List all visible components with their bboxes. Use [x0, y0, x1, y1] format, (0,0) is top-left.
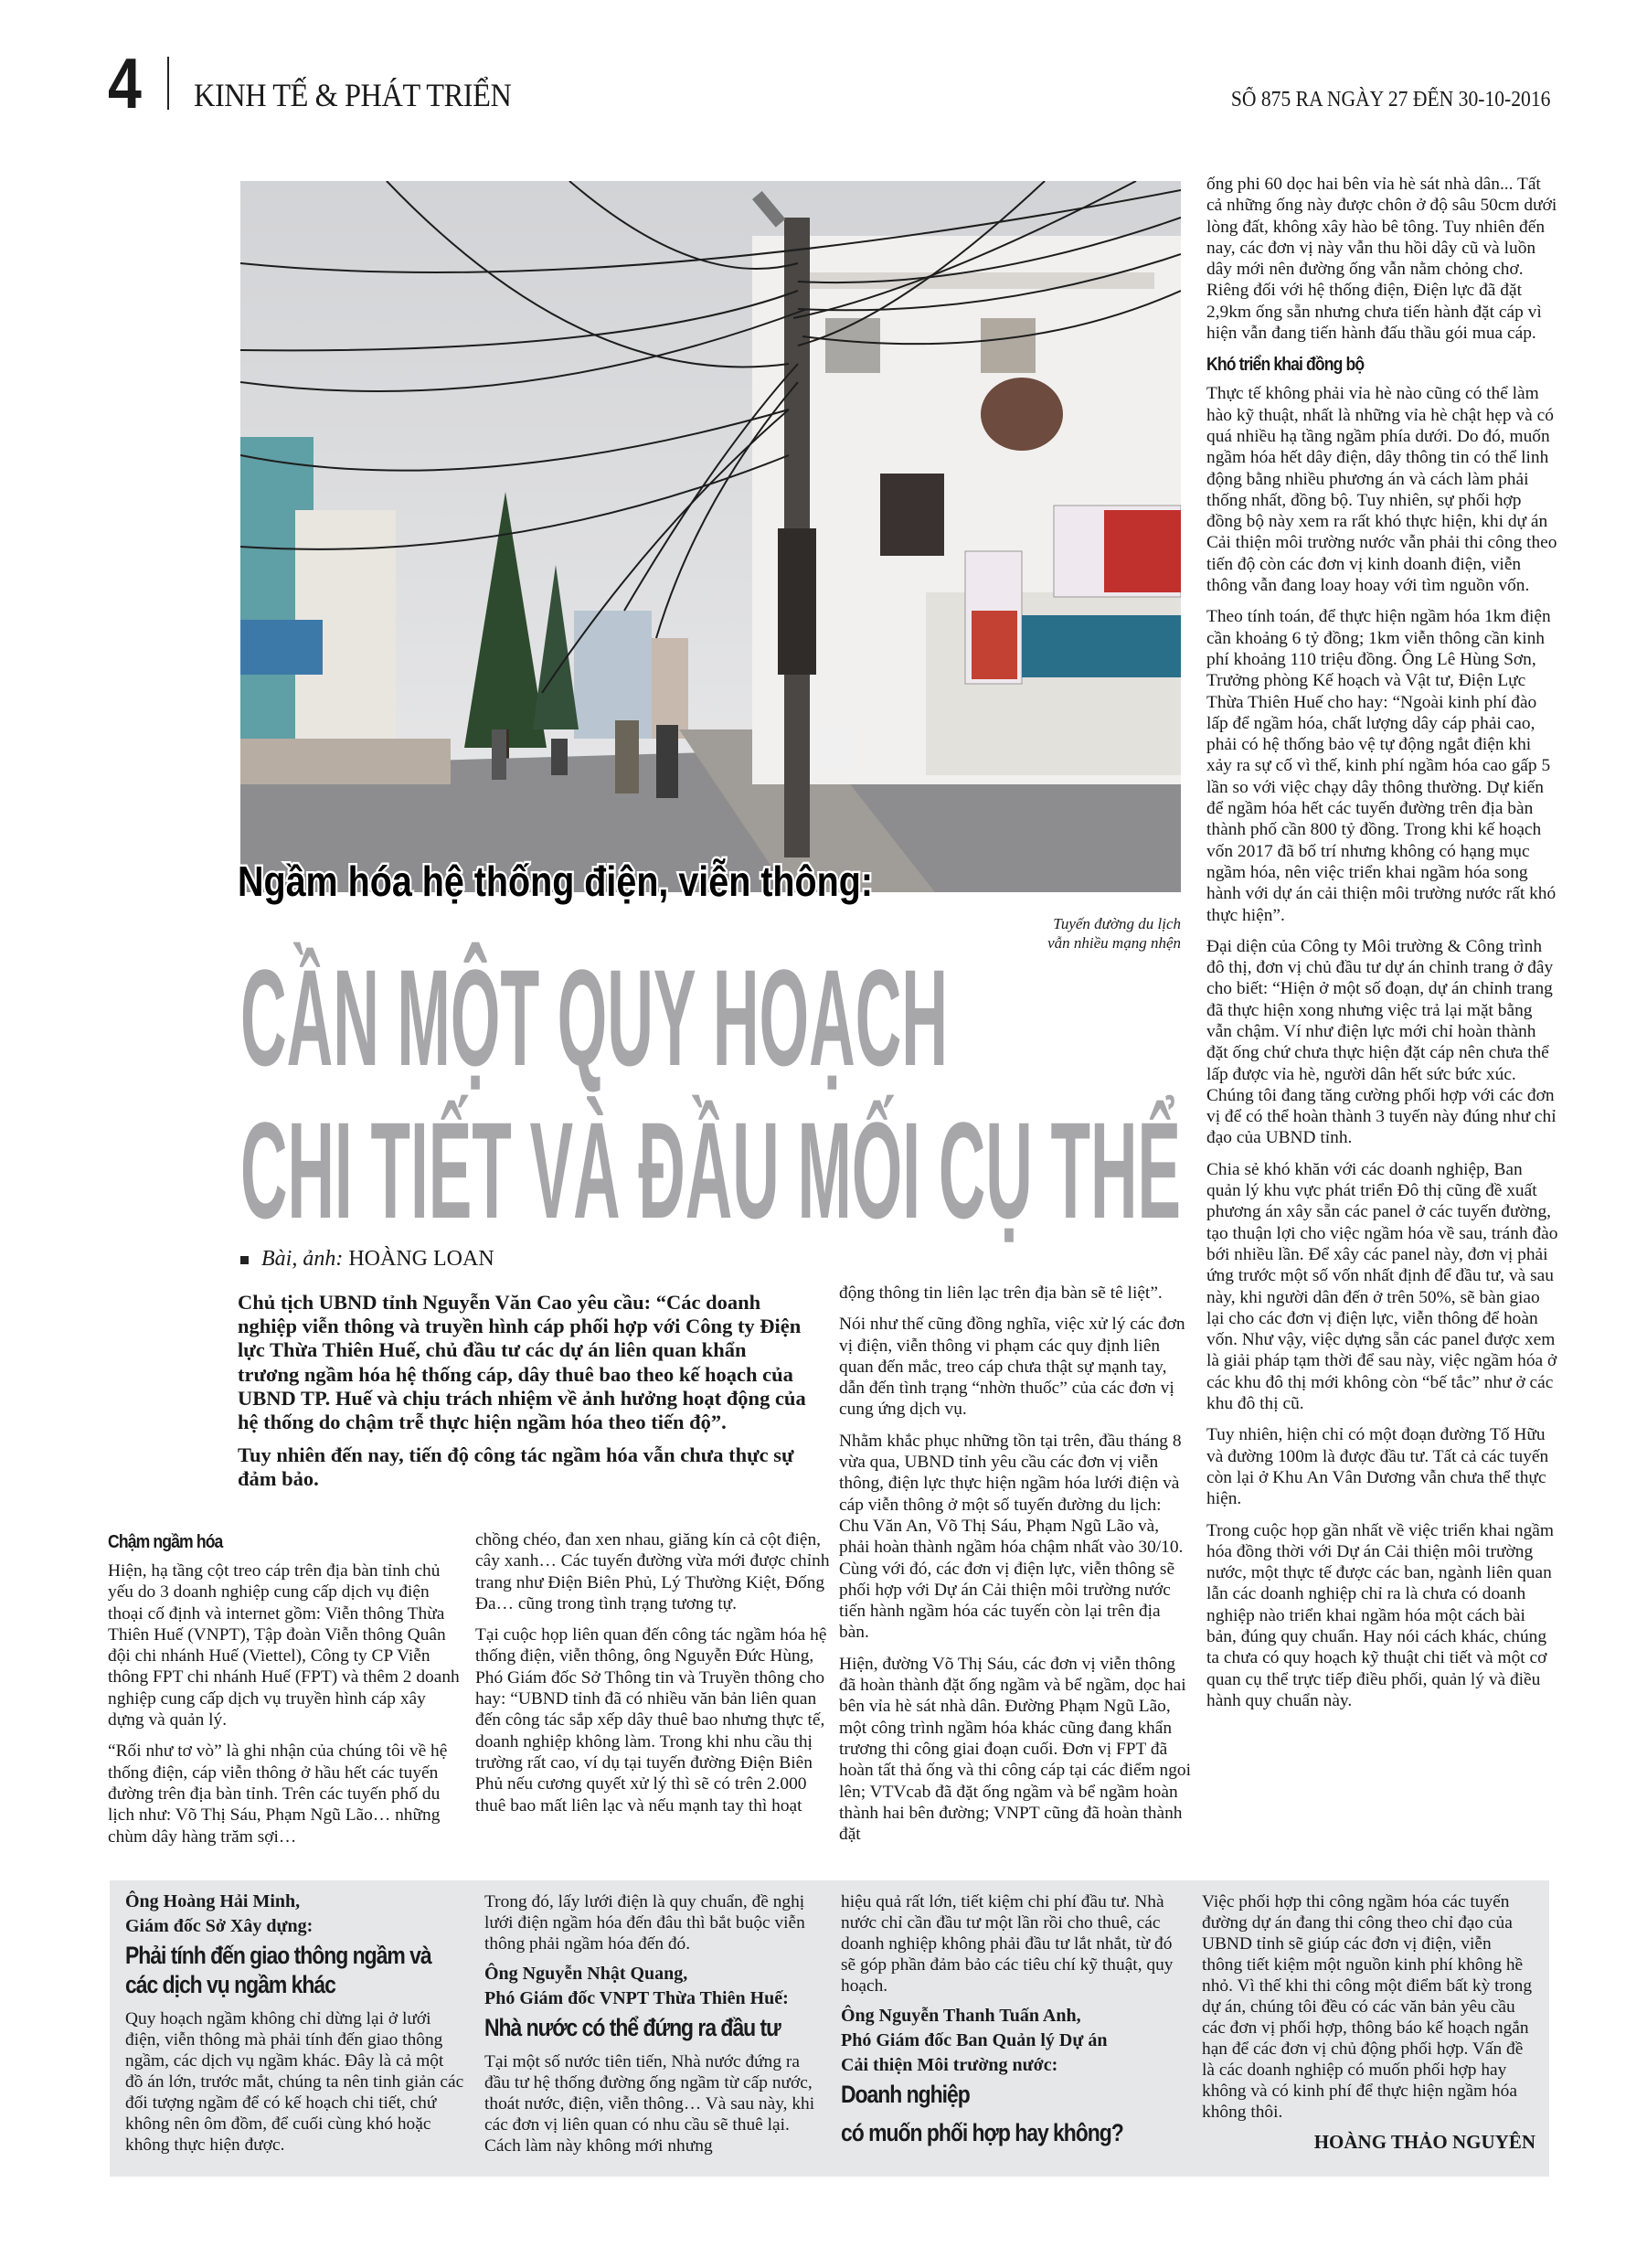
pull-quote-heading: Nhà nước có thể đứng ra đầu tư — [484, 2014, 781, 2041]
page-number: 4 — [108, 43, 142, 123]
paragraph: Quy hoạch ngầm không chỉ dừng lại ở lưới điện, viễn thông mà phải tính đến giao thông ngầm, các dịch vụ ngầm khác. Đây là cả một đồ án lớn, trước mắt, chúng ta nên tinh giản các đối tượng ngầm để có kế hoạch chi tiết, chứ không nên ôm đồm, để cuối cùng khó hoặc không thực hiện được. — [125, 2009, 464, 2155]
pull-quote-heading: Doanh nghiệp — [841, 2081, 970, 2108]
article-column-2 — [475, 1529, 830, 1826]
byline — [240, 1246, 494, 1272]
paragraph: Trong cuộc họp gần nhất về việc triển khai ngầm hóa đồng thời với Dự án Cải thiện môi trường nước, một thực tế được các ban, ngành liên quan lẫn các doanh nghiệp chỉ ra là chưa có doanh nghiệp nào triển khai ngầm hóa một cách bài bản, đúng quy chuẩn. Hay nói cách khác, chúng ta chưa có quy hoạch kỹ thuật chi tiết và một cơ quan cụ thể trực tiếp điều phối, quản lý và điều hành quy chuẩn này. — [1206, 1520, 1555, 1710]
paragraph: Thực tế không phải vỉa hè nào cũng có thể làm hào kỹ thuật, nhất là những vỉa hè chật hẹp và có quá nhiều hạ tầng ngầm phía dưới. Do đó, muốn ngầm hóa hết dây điện, dây thông tin có thể linh động bằng nhiều phương án và cách làm phải thống nhất, đồng bộ. Tuy nhiên, sự phối hợp đồng bộ này xem ra rất khó thực hiện, khi dự án Cải thiện môi trường nước vẫn phải thi công theo tiến độ còn các đơn vị kinh doanh điện, viễn thông vẫn đang loay hoay với tìm nguồn vốn. — [1206, 384, 1557, 596]
speaker-name: Ông Nguyễn Thanh Tuấn Anh, — [841, 2006, 1081, 2026]
byline-author: HOÀNG LOAN — [348, 1247, 494, 1271]
lead-paragraph: Tuy nhiên đến nay, tiến độ công tác ngầm hóa vẫn chưa thực sự đảm bảo. — [238, 1443, 794, 1491]
paragraph: Trong đó, lấy lưới điện là quy chuẩn, đề nghị lưới điện ngầm hóa đến đâu thì bắt buộc viễn thông phải ngầm hóa đến đó. — [484, 1892, 805, 1954]
expert-opinions-box — [110, 1880, 1549, 2177]
subheading: Khó triển khai đồng bộ — [1206, 355, 1365, 376]
lead-paragraph: Chủ tịch UBND tỉnh Nguyễn Văn Cao yêu cầu: “Các doanh nghiệp viễn thông và truyền hình cáp phối hợp với Công ty Điện lực Thừa Thiên Huế, chủ đầu tư các dự án liên quan khẩn trương ngầm hóa hệ thống cáp, dây thuê bao theo kế hoạch của UBND TP. Huế và chịu trách nhiệm về ảnh hưởng hoạt động của hệ thống do chậm trễ thực hiện ngầm hóa theo tiến độ”. — [238, 1291, 806, 1434]
caption-line: Tuyến đường du lịch — [1053, 915, 1181, 932]
headline-line-1: CẦN MỘT QUY HOẠCH — [240, 941, 948, 1094]
opinion-column-2 — [484, 1891, 827, 2166]
paragraph: chồng chéo, đan xen nhau, giăng kín cả cột điện, cây xanh… Các tuyến đường vừa mới được chỉnh trang như Điện Biên Phủ, Lý Thường Kiệt, Đống Đa… cũng trong tình trạng tương tự. — [475, 1530, 830, 1613]
paragraph: Nhằm khắc phục những tồn tại trên, đầu tháng 8 vừa qua, UBND tỉnh yêu cầu các đơn vị viễn thông, điện lực thực hiện ngầm hóa lưới điện và cáp viễn thông ở một số tuyến đường du lịch: Chu Văn An, Võ Thị Sáu, Phạm Ngũ Lão và, phải hoàn thành ngầm hóa chậm nhất vào 30/10. Cùng với đó, các đơn vị điện lực, viễn thông sẽ phối hợp với Dự án Cải thiện môi trường nước tiến hành ngầm hóa các tuyến còn lại trên địa bàn. — [839, 1431, 1184, 1643]
paragraph: hiệu quả rất lớn, tiết kiệm chi phí đầu tư. Nhà nước chỉ cần đầu tư một lần rồi cho thuê, các doanh nghiệp không phải đầu tư lắt nhắt, từ đó sẽ góp phần đảm bảo các tiêu chí kỹ thuật, quy hoạch. — [841, 1892, 1174, 1996]
headline-line-2: CHI TIẾT VÀ ĐẦU MỐI CỤ THỂ — [240, 1093, 1181, 1243]
paragraph: Nói như thế cũng đồng nghĩa, việc xử lý các đơn vị điện, viễn thông vi phạm các quy định liên quan đến mắc, treo cáp chưa thật sự mạnh tay, dẫn đến tình trạng “nhờn thuốc” của các đơn vị cung ứng dịch vụ. — [839, 1315, 1185, 1420]
opinion-column-3 — [841, 1891, 1184, 2156]
speaker-name: Giám đốc Sở Xây dựng: — [125, 1916, 313, 1936]
section-title: KINH TẾ & PHÁT TRIỂN — [194, 77, 512, 113]
paragraph: Hiện, hạ tầng cột treo cáp trên địa bàn tỉnh chủ yếu do 3 doanh nghiệp cung cấp dịch vụ điện thoại cố định và internet gồm: Viễn thông Thừa Thiên Huế (VNPT), Tập đoàn Viễn thông Quân đội chi nhánh Huế (Viettel), Công ty CP Viễn thông FPT chi nhánh Huế (FPT) và thêm 2 doanh nghiệp cung cấp dịch vụ truyền hình cáp xây dựng và quản lý. — [108, 1561, 460, 1730]
pull-quote-heading: Phải tính đến giao thông ngầm và các dịch vụ ngầm khác — [125, 1942, 431, 1998]
opinion-column-4 — [1202, 1891, 1535, 2153]
paragraph: Tuy nhiên, hiện chỉ có một đoạn đường Tố Hữu và đường 100m là được đầu tư. Tất cả các tuyến còn lại ở Khu An Vân Dương vẫn chưa thể thực hiện. — [1206, 1425, 1549, 1509]
headline — [236, 914, 1186, 1243]
paragraph: ống phi 60 dọc hai bên vỉa hè sát nhà dân... Tất cả những ống này được chôn ở độ sâu 50cm dưới lòng đất, không xây hào bê tông. Tuy nhiên đến nay, các đơn vị này vẫn thu hồi dây cũ và luồn dây mới nên đường ống vẫn nằm chỏng chơ. Riêng đối với hệ thống điện, Điện lực đã đặt 2,9km ống sẵn nhưng chưa tiến hành đặt cáp vì hiện vẫn đang tiến hành đấu thầu gói mua cáp. — [1206, 175, 1557, 344]
paragraph: động thông tin liên lạc trên địa bàn sẽ tê liệt”. — [839, 1283, 1163, 1303]
speaker-name: Ông Hoàng Hải Minh, — [125, 1891, 301, 1911]
paragraph: Theo tính toán, để thực hiện ngầm hóa 1km điện cần khoảng 6 tỷ đồng; 1km viễn thông cần kinh phí khoảng 110 triệu đồng. Ông Lê Hùng Sơn, Trưởng phòng Kế hoạch và Vật tư, Điện Lực Thừa Thiên Huế cho hay: “Ngoài kinh phí đào lấp để ngầm hóa, chất lượng dây cáp phải cao, phải có hệ thống bảo vệ tự động ngắt điện khi xảy ra sự cố vì thế, kinh phí ngầm hóa cao gấp 5 lần so với việc chạy dây thông thường. Dự kiến để ngầm hóa hết các tuyến đường trên địa bàn thành phố cần 800 tỷ đồng. Trong khi kế hoạch vốn 2017 đã bố trí nhưng không có hạng mục ngầm hóa, nên việc triển khai ngầm hóa song hành với dự án cải thiện môi trường nước rất khó thực hiện”. — [1206, 607, 1557, 925]
byline-label: Bài, ảnh: — [261, 1247, 344, 1271]
header-divider — [167, 57, 169, 110]
article-column-4 — [1206, 174, 1558, 1721]
bullet-square-icon — [240, 1256, 249, 1264]
speaker-name: Phó Giám đốc VNPT Thừa Thiên Huế: — [484, 1988, 789, 2008]
lead-paragraphs — [238, 1291, 812, 1501]
paragraph: Đại diện của Công ty Môi trường & Công trình đô thị, đơn vị chủ đầu tư dự án chỉnh trang ở đây cho biết: “Hiện ở một số đoạn, dự án chỉnh trang đã thực hiện xong nhưng việc trả lại mặt bằng vẫn chậm. Ví như điện lực mới chỉ hoàn thành đặt ống chứ chưa thực hiện đặt cáp nên chưa thể lấp được vỉa hè, người dân hết sức bức xúc. Chúng tôi đang tăng cường phối hợp với các đơn vị để có thể hoàn thành 3 tuyến này đúng như chỉ đạo của UBND tỉnh. — [1206, 936, 1557, 1148]
paragraph: Tại một số nước tiên tiến, Nhà nước đứng ra đầu tư hệ thống đường ống ngầm từ cấp nước, thoát nước, điện, viễn thông… Và sau này, khi các đơn vị liên quan có nhu cầu sẽ thuê lại. Cách làm này không mới nhưng — [484, 2052, 815, 2156]
article-column-3 — [839, 1283, 1191, 1855]
subheading: Chậm ngầm hóa — [108, 1532, 223, 1552]
pull-quote-heading: có muốn phối hợp hay không? — [841, 2119, 1123, 2146]
caption-line: vẫn nhiều mạng nhện — [1047, 934, 1181, 952]
kicker-heading — [236, 850, 894, 909]
opinion-column-1 — [125, 1891, 465, 2165]
kicker-text: Ngầm hóa hệ thống điện, viễn thông: — [238, 857, 873, 905]
paragraph: Việc phối hợp thi công ngầm hóa các tuyến đường dự án đang thi công theo chỉ đạo của UBND tỉnh sẽ giúp các đơn vị điện, viễn thông tiết kiệm một nguồn kinh phí không hề nhỏ. Vì thế khi thi công một điểm bất kỳ trong dự án, chúng tôi đều có các văn bản yêu cầu các đơn vị phối hợp, thông báo kế hoạch ngắn hạn để các đơn vị chủ động phối hợp. Vấn đề là các doanh nghiệp có muốn phối hợp hay không và có kinh phí để thực hiện ngầm hóa không thôi. — [1202, 1892, 1533, 2122]
speaker-name: Phó Giám đốc Ban Quản lý Dự án — [841, 2030, 1108, 2050]
street-wires-photo — [240, 181, 1181, 892]
issue-info: SỐ 875 RA NGÀY 27 ĐẾN 30-10-2016 — [1230, 88, 1550, 112]
paragraph: Chia sẻ khó khăn với các doanh nghiệp, Ban quản lý khu vực phát triển Đô thị cũng đề xuất phương án xây sẵn các panel ở các tuyến đường, tạo thuận lợi cho việc ngầm hóa về sau, tránh đào bới nhiều lần. Để xây các panel này, đơn vị phải ứng trước một số vốn nhất định để đầu tư, và sau này, khi người dân đến ở trên 50%, sẽ bàn giao lại cho các đơn vị điện lực, viễn thông để hoàn vốn. Như vậy, việc dựng sẵn các panel được xem là giải pháp tạm thời để sau này, việc ngầm hóa ở các khu đô thị mới không còn “bế tắc” như ở các khu đô thị cũ. — [1206, 1159, 1558, 1414]
speaker-name: Ông Nguyễn Nhật Quang, — [484, 1964, 688, 1984]
paragraph: Hiện, đường Võ Thị Sáu, các đơn vị viễn thông đã hoàn thành đặt ống ngầm và bể ngầm, dọc hai bên vỉa hè sát nhà dân. Đường Phạm Ngũ Lão, một công trình ngầm hóa khác cũng đang khẩn trương thi công giai đoạn cuối. Đơn vị FPT đã hoàn tất thả ống và thi công cáp tại các điểm ngoi lên; VTVcab đã đặt ống ngầm và bể ngầm hoàn thành hai bên đường; VNPT cũng đã hoàn thành đặt — [839, 1654, 1191, 1845]
article-photo — [240, 181, 1181, 892]
article-column-1 — [108, 1529, 462, 1858]
author-signature: HOÀNG THẢO NGUYÊN — [1313, 2131, 1535, 2153]
paragraph: Tại cuộc họp liên quan đến công tác ngầm hóa hệ thống điện, viễn thông, ông Nguyễn Đức Hùng, Phó Giám đốc Sở Thông tin và Truyền thông cho hay: “UBND tỉnh đã có nhiều văn bản liên quan đến công tác sắp xếp dây thuê bao nhưng thực tế, doanh nghiệp không làm. Trong khi nhu cầu thị trường rất cao, ví dụ tại tuyến đường Điện Biên Phủ nếu cương quyết xử lý thì sẽ có trên 2.000 thuê bao mất liên lạc và nếu mạnh tay thì hoạt — [475, 1625, 827, 1815]
speaker-name: Cải thiện Môi trường nước: — [841, 2055, 1058, 2075]
paragraph: “Rối như tơ vò” là ghi nhận của chúng tôi về hệ thống điện, cáp viễn thông ở hầu hết các tuyến đường trên địa bàn tỉnh. Trên các tuyến phố du lịch như: Võ Thị Sáu, Phạm Ngũ Lão… những chùm dây hàng trăm sợi… — [108, 1741, 448, 1847]
